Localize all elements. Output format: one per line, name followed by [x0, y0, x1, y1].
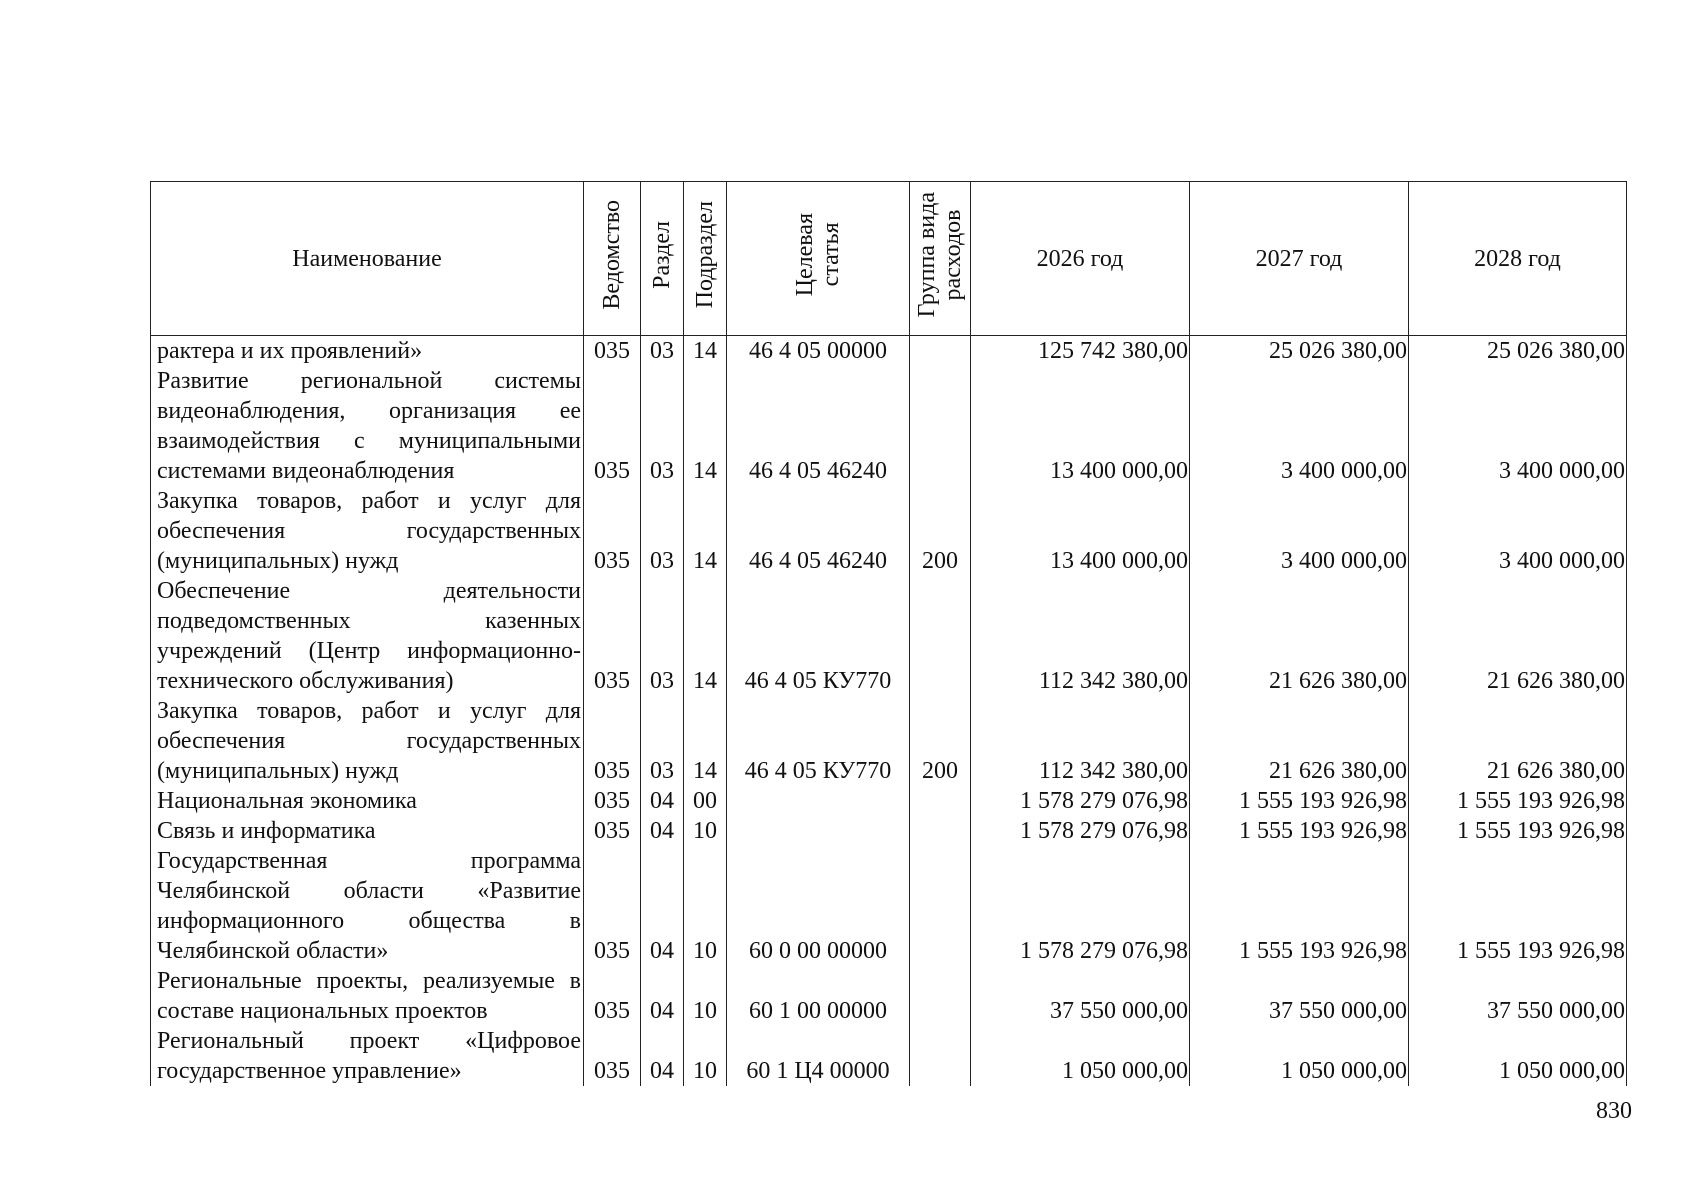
cell-vedomstvo: 035 — [584, 366, 641, 486]
header-gruppa-vida-rashodov: Группа вида расходов — [910, 182, 971, 336]
table-row — [151, 846, 1627, 966]
cell-2027: 1 555 193 926,98 — [1190, 846, 1409, 966]
cell-gruppa-vida — [910, 816, 971, 846]
header-vedomstvo: Ведомство — [584, 182, 641, 336]
cell-2027: 1 050 000,00 — [1190, 1026, 1409, 1086]
cell-2027: 1 555 193 926,98 — [1190, 786, 1409, 816]
cell-podrazdel: 10 — [684, 1026, 727, 1086]
header-2026: 2026 год — [971, 182, 1190, 336]
cell-celevaya-statya: 46 4 05 46240 — [727, 366, 910, 486]
header-2028: 2028 год — [1409, 182, 1627, 336]
cell-name: рактера и их проявлений» — [151, 336, 584, 367]
cell-razdel: 04 — [641, 966, 684, 1026]
cell-name: Государственная программа Челябинской области «Развитие информационного общества в Челябинской области» — [151, 846, 584, 966]
cell-vedomstvo: 035 — [584, 846, 641, 966]
cell-2028: 21 626 380,00 — [1409, 576, 1627, 696]
header-podrazdel: Подраздел — [684, 182, 727, 336]
cell-2026: 13 400 000,00 — [971, 486, 1190, 576]
cell-2026: 1 578 279 076,98 — [971, 786, 1190, 816]
cell-razdel: 03 — [641, 576, 684, 696]
cell-celevaya-statya: 60 1 00 00000 — [727, 966, 910, 1026]
cell-2028: 1 555 193 926,98 — [1409, 846, 1627, 966]
cell-2026: 125 742 380,00 — [971, 336, 1190, 367]
cell-podrazdel: 10 — [684, 846, 727, 966]
cell-2028: 3 400 000,00 — [1409, 486, 1627, 576]
cell-vedomstvo: 035 — [584, 696, 641, 786]
cell-podrazdel: 14 — [684, 366, 727, 486]
cell-podrazdel: 14 — [684, 486, 727, 576]
cell-2028: 21 626 380,00 — [1409, 696, 1627, 786]
table-row — [151, 486, 1627, 576]
cell-razdel: 04 — [641, 786, 684, 816]
cell-celevaya-statya: 60 0 00 00000 — [727, 846, 910, 966]
cell-razdel: 03 — [641, 696, 684, 786]
cell-podrazdel: 14 — [684, 576, 727, 696]
cell-2026: 1 050 000,00 — [971, 1026, 1190, 1086]
cell-name: Развитие региональной системы видеонаблюдения, организация ее взаимодействия с муниципальными системами видеонаблюдения — [151, 366, 584, 486]
cell-podrazdel: 10 — [684, 816, 727, 846]
cell-2026: 112 342 380,00 — [971, 696, 1190, 786]
table-row — [151, 576, 1627, 696]
cell-celevaya-statya: 46 4 05 КУ770 — [727, 576, 910, 696]
cell-2026: 1 578 279 076,98 — [971, 816, 1190, 846]
cell-vedomstvo: 035 — [584, 1026, 641, 1086]
header-2027: 2027 год — [1190, 182, 1409, 336]
table-header — [151, 182, 1627, 336]
cell-vedomstvo: 035 — [584, 966, 641, 1026]
table-row — [151, 696, 1627, 786]
cell-celevaya-statya: 60 1 Ц4 00000 — [727, 1026, 910, 1086]
cell-razdel: 04 — [641, 816, 684, 846]
cell-vedomstvo: 035 — [584, 816, 641, 846]
table-row — [151, 1026, 1627, 1086]
cell-name: Закупка товаров, работ и услуг для обеспечения государственных (муниципальных) нужд — [151, 486, 584, 576]
cell-podrazdel: 00 — [684, 786, 727, 816]
cell-gruppa-vida — [910, 966, 971, 1026]
cell-2027: 25 026 380,00 — [1190, 336, 1409, 367]
table-body — [151, 336, 1627, 1087]
header-celevaya-statya: Целевая статья — [727, 182, 910, 336]
cell-gruppa-vida — [910, 786, 971, 816]
cell-2027: 21 626 380,00 — [1190, 696, 1409, 786]
cell-gruppa-vida — [910, 576, 971, 696]
cell-2026: 13 400 000,00 — [971, 366, 1190, 486]
cell-2027: 1 555 193 926,98 — [1190, 816, 1409, 846]
cell-name: Национальная экономика — [151, 786, 584, 816]
cell-gruppa-vida — [910, 1026, 971, 1086]
cell-razdel: 03 — [641, 486, 684, 576]
cell-vedomstvo: 035 — [584, 486, 641, 576]
table-row — [151, 816, 1627, 846]
page-number: 830 — [1596, 1098, 1632, 1124]
cell-2027: 37 550 000,00 — [1190, 966, 1409, 1026]
cell-2028: 1 555 193 926,98 — [1409, 786, 1627, 816]
cell-2028: 37 550 000,00 — [1409, 966, 1627, 1026]
cell-gruppa-vida — [910, 846, 971, 966]
cell-celevaya-statya — [727, 816, 910, 846]
cell-2028: 1 555 193 926,98 — [1409, 816, 1627, 846]
cell-2027: 3 400 000,00 — [1190, 366, 1409, 486]
header-razdel: Раздел — [641, 182, 684, 336]
cell-name: Закупка товаров, работ и услуг для обеспечения государственных (муниципальных) нужд — [151, 696, 584, 786]
cell-vedomstvo: 035 — [584, 576, 641, 696]
cell-gruppa-vida: 200 — [910, 486, 971, 576]
cell-vedomstvo: 035 — [584, 336, 641, 367]
cell-2028: 1 050 000,00 — [1409, 1026, 1627, 1086]
cell-gruppa-vida: 200 — [910, 696, 971, 786]
cell-podrazdel: 10 — [684, 966, 727, 1026]
cell-celevaya-statya: 46 4 05 00000 — [727, 336, 910, 367]
cell-celevaya-statya: 46 4 05 КУ770 — [727, 696, 910, 786]
cell-2027: 3 400 000,00 — [1190, 486, 1409, 576]
cell-name: Обеспечение деятельности подведомственных казенных учреждений (Центр информационно-технического обслуживания) — [151, 576, 584, 696]
cell-name: Связь и информатика — [151, 816, 584, 846]
cell-razdel: 03 — [641, 336, 684, 367]
cell-2028: 25 026 380,00 — [1409, 336, 1627, 367]
cell-2026: 37 550 000,00 — [971, 966, 1190, 1026]
cell-2027: 21 626 380,00 — [1190, 576, 1409, 696]
cell-2026: 1 578 279 076,98 — [971, 846, 1190, 966]
cell-podrazdel: 14 — [684, 336, 727, 367]
cell-name: Региональные проекты, реализуемые в составе национальных проектов — [151, 966, 584, 1026]
cell-razdel: 04 — [641, 846, 684, 966]
cell-gruppa-vida — [910, 336, 971, 367]
cell-2028: 3 400 000,00 — [1409, 366, 1627, 486]
cell-celevaya-statya: 46 4 05 46240 — [727, 486, 910, 576]
header-name: Наименование — [151, 182, 584, 336]
table-row — [151, 966, 1627, 1026]
table-row — [151, 336, 1627, 367]
cell-name: Региональный проект «Цифровое государственное управление» — [151, 1026, 584, 1086]
cell-vedomstvo: 035 — [584, 786, 641, 816]
table-row — [151, 786, 1627, 816]
budget-table — [150, 181, 1627, 1086]
cell-razdel: 03 — [641, 366, 684, 486]
cell-2026: 112 342 380,00 — [971, 576, 1190, 696]
cell-razdel: 04 — [641, 1026, 684, 1086]
cell-podrazdel: 14 — [684, 696, 727, 786]
cell-celevaya-statya — [727, 786, 910, 816]
table-row — [151, 366, 1627, 486]
cell-gruppa-vida — [910, 366, 971, 486]
